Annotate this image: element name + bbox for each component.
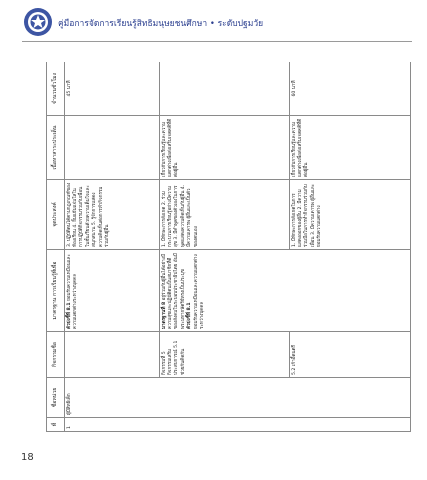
cell-content: เกี่ยวกับการเรียนรู้และความแตกต่างเพื่อส่งเสริมเจตคติที่ดีต่อผู้อื่น xyxy=(290,116,411,180)
header-title: คู่มือการจัดการเรียนรู้สิทธิมนุษยชนศึกษา • ระดับปฐมวัย xyxy=(58,19,264,29)
header-content: เนื้อหาสาระประเด็น xyxy=(47,116,65,180)
cell-unit: ผู้มีสิทธิเด็ก xyxy=(65,378,411,418)
cell-content xyxy=(65,116,160,180)
table-row xyxy=(290,62,411,432)
cell-objective: 3. ปฏิบัติตนได้ตามกฎเกณฑ์ของห้องเรียน 4. ยิ้มแย้มแจ่มใสในการปฏิบัติกิจกรรมร่วมกับเพื่อนในชั้นเรียนด้วยความเต็มใจและสนุกสนาน 5. รู้จักการแสดงความคิดเห็นต่อการทำกิจกรรมร่วมกับผู้อื่น xyxy=(65,180,160,250)
cell-objective: 1. มีทักษะการสังเกต 2. ร่วมกระบวนการเรียนรู้อย่างมีความสุข 3. มีคำพูดของตัวเองในการพูดแสดงความคิดเห็นกับผู้อื่น 4. มีความเคารพ ผู้อื่นและเป็นตัวของตนเอง xyxy=(160,180,290,250)
table-row xyxy=(65,62,160,432)
cell-time xyxy=(160,62,290,116)
indicator-text: ยอมรับความเหมือนและความแตกต่างระหว่างบุคคล xyxy=(193,254,206,329)
cell-objective: 1. มีทักษะการสังเกตในการแสดงออกของผู้อื่น 2. มีความร่วมมือในการทำกิจกรรมร่วมกับเพื่อน 3. มีความเคารพ ผู้อื่นและยอมรับความแตกต่าง xyxy=(290,180,411,250)
header-unit: ชื่อหน่วย xyxy=(47,378,65,418)
cell-time: 45 นาที xyxy=(65,62,160,116)
lesson-plan-table xyxy=(46,62,411,432)
header-standard: มาตรฐาน การเรียนรู้ที่เพื่อ xyxy=(47,250,65,332)
table-header-row xyxy=(47,62,65,432)
indicator-text: ยอมรับความเหมือนและความแตกต่างระหว่างบุคคล xyxy=(66,254,78,329)
organization-logo xyxy=(22,6,54,38)
header-objective: จุดประสงค์ xyxy=(47,180,65,250)
cell-standard xyxy=(65,250,160,332)
indicator-label: ตัวบ่งชี้ที่ 8.1 xyxy=(187,302,193,329)
cell-activity xyxy=(65,332,160,378)
header-week: ที่ xyxy=(47,418,65,432)
header-time: จำนวนชั่วโมง xyxy=(47,62,65,116)
table-row xyxy=(160,62,290,432)
cell-time: 60 นาที xyxy=(290,62,411,116)
header-activity: กิจกรรมชื่อ xyxy=(47,332,65,378)
lesson-plan-table-area xyxy=(46,62,411,432)
cell-standard xyxy=(160,250,411,332)
cell-activity: กิจกรรมที่ 5 กิจกรรมเสริมประสบการณ์ 5.1 ช่วยกันคิดกัน xyxy=(160,332,290,378)
cell-week: 1 xyxy=(65,418,411,432)
indicator-label: ตัวบ่งชี้ที่ 8.1 xyxy=(66,302,72,329)
standard-text: อยู่ร่วมกับผู้อื่นได้อย่างมีความสุขและปฏิบัติตนเป็นสมาชิกที่ดีของสังคมในระบอบประชาธิปไตย อันมีพระมหากษัตริย์ทรงเป็นประมุข xyxy=(161,253,186,329)
cell-activity: 5.2 เก้าอี้ดนตรี xyxy=(290,332,411,378)
page-header xyxy=(22,6,412,42)
header-divider xyxy=(22,41,412,42)
page-number: 18 xyxy=(21,452,34,463)
cell-content: เกี่ยวกับการเรียนรู้และความแตกต่างเพื่อส่งเสริมเจตคติที่ดีต่อผู้อื่น xyxy=(160,116,290,180)
standard-label: มาตรฐานที่ 8 xyxy=(161,301,167,329)
